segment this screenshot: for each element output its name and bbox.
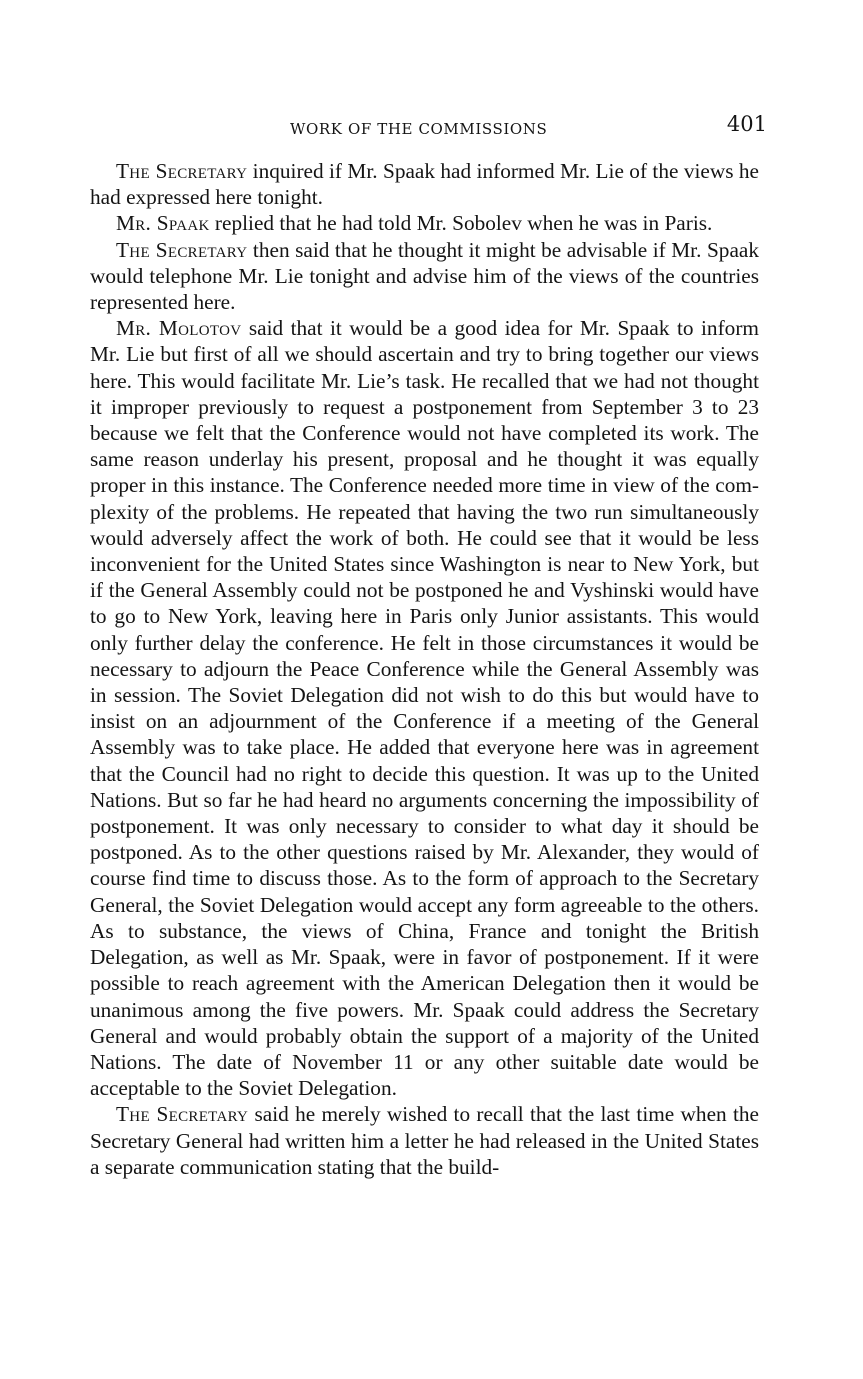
speaker-name: Mr. Molotov <box>116 316 242 341</box>
speaker-name: The Secretary <box>116 1102 249 1127</box>
paragraph <box>90 210 759 236</box>
paragraph <box>90 315 759 1101</box>
speaker-name: The Secretary <box>116 159 248 183</box>
body-text <box>90 158 759 1180</box>
paragraph <box>90 1101 759 1180</box>
paragraph-text: said he merely wished to recall that the last time when the Secretary General had written him a letter he had released in the United States a separate communication stating that the build- <box>90 1102 759 1179</box>
paragraph <box>90 237 759 316</box>
page-number: 401 <box>726 112 767 136</box>
paragraph-text: said that it would be a good idea for Mr. Spaak to inform Mr. Lie but first of all we should ascertain and try to bring together our views here. This would facilitate Mr. Lie’s task. He recalled that we had not thought it improper previously to request a postponement from September 3 to 23 because we felt that the Conference would not have completed its work. The same reason underlay his present, proposal and he thought it was equally proper in this instance. The Conference needed more time in view of the complexity of the problems. He repeated that having the two run simultaneously would adversely affect the work of both. He could see that it would be less inconvenient for the United States since Washington is near to New York, but if the General Assembly could not be postponed he and Vyshinski would have to go to New York, leaving here in Paris only Junior assistants. This would only further delay the conference. He felt in those circumstances it would be necessary to adjourn the Peace Conference while the General Assembly was in session. The Soviet Delegation did not wish to do this but would have to insist on an adjournment of the Conference if a meeting of the General Assembly was to take place. He added that everyone here was in agreement that the Council had no right to decide this question. It was up to the United Nations. But so far he had heard no arguments concerning the impossibility of postponement. It was only necessary to consider to what day it should be postponed. As to the other questions raised by Mr. Alexander, they would of course find time to discuss those. As to the form of approach to the Secretary General, the Soviet Delegation would accept any form agreeable to the others. As to substance, the views of China, France and tonight the British Delegation, as well as Mr. Spaak, were in favor of postponement. If it were possible to reach agreement with the American Delegation then it would be unanimous among the five powers. Mr. Spaak could address the Secretary General and would probably obtain the support of a majority of the United Nations. The date of November 11 or any other suitable date would be acceptable to the Soviet Delegation. <box>90 316 759 1101</box>
speaker-name: The Secretary <box>116 237 248 262</box>
paragraph-text: then said that he thought it might be advisable if Mr. Spaak would telephone Mr. Lie tonight and advise him of the views of the countries represented here. <box>90 237 759 315</box>
paragraph <box>90 158 759 210</box>
speaker-name: Mr. Spaak <box>116 211 210 236</box>
paragraph-text: replied that he had told Mr. Sobolev when he was in Paris. <box>209 211 713 236</box>
paragraph-text: inquired if Mr. Spaak had informed Mr. Lie of the views he had expressed here tonight. <box>90 159 759 210</box>
running-header <box>90 112 767 148</box>
running-title: WORK OF THE COMMISSIONS <box>290 120 548 138</box>
